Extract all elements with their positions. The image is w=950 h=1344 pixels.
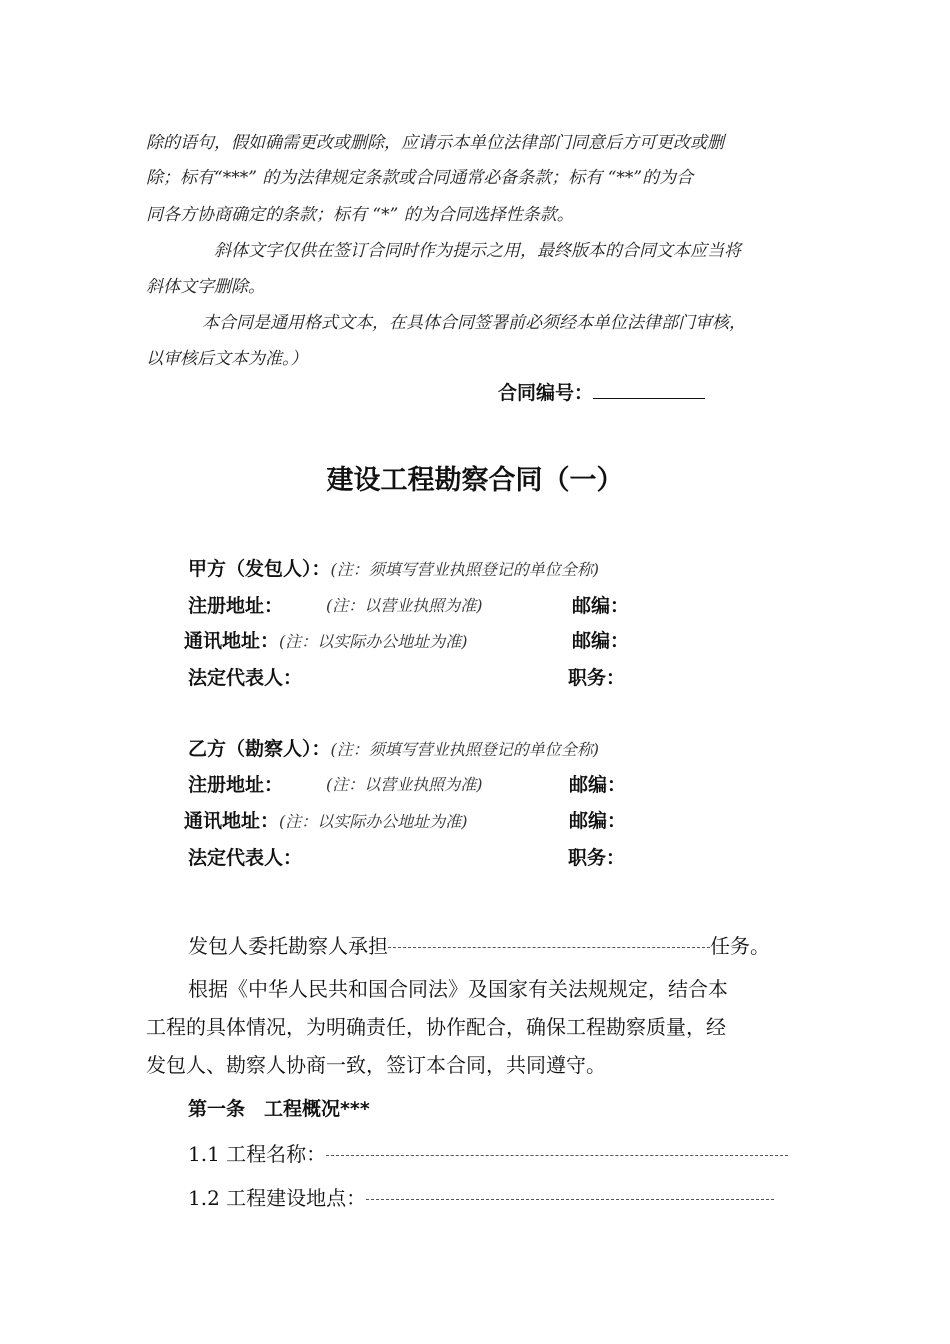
item-1-1-label: 1.1 工程名称：	[188, 1142, 327, 1166]
party-b-reg-zip: 邮编：	[569, 774, 627, 796]
item-1-2-label: 1.2 工程建设地点：	[188, 1186, 367, 1210]
intro-line-2: 除；标有“***” 的为法律规定条款或合同通常必备条款；标有 “**”的为合	[146, 168, 694, 188]
para-line-3: 发包人、勘察人协商一致，签订本合同，共同遵守。	[146, 1053, 606, 1077]
party-b-name-note: (注：须填写营业执照登记的单位全称)	[330, 740, 600, 759]
entrust-line	[188, 930, 770, 959]
entrust-blank[interactable]	[388, 947, 710, 948]
intro-line-6: 本合同是通用格式文本，在具体合同签署前必须经本单位法律部门审核，	[202, 313, 746, 333]
intro-line-3: 同各方协商确定的条款；标有 “*” 的为合同选择性条款。	[146, 205, 574, 225]
entrust-prefix: 发包人委托勘察人承担	[188, 934, 388, 958]
party-b-comm-row	[184, 806, 468, 833]
party-a-reg-label: 注册地址：	[188, 595, 284, 617]
party-b-reg-label: 注册地址：	[188, 774, 284, 796]
party-b-title-label: 职务：	[568, 847, 626, 869]
party-b-name-label: 乙方（勘察人）：	[188, 738, 331, 760]
party-b-comm-label: 通讯地址：	[184, 810, 280, 832]
party-b-rep-label: 法定代表人：	[188, 847, 303, 869]
party-b-reg-note: (注：以营业执照为准)	[326, 775, 483, 794]
intro-line-5: 斜体文字删除。	[146, 277, 265, 297]
party-b-comm-zip: 邮编：	[569, 810, 627, 832]
contract-number-label: 合同编号：	[498, 382, 594, 404]
contract-number-blank[interactable]	[593, 378, 705, 399]
intro-line-7: 以审核后文本为准。）	[146, 349, 308, 369]
article-1-title: 第一条 工程概况***	[188, 1098, 370, 1120]
entrust-suffix: 任务。	[710, 934, 770, 958]
item-1-1	[188, 1138, 788, 1167]
party-a-name-note: (注：须填写营业执照登记的单位全称)	[330, 560, 600, 579]
party-a-name-row	[188, 554, 599, 581]
party-b-comm-note: (注：以实际办公地址为准)	[279, 812, 468, 831]
item-1-1-blank[interactable]	[326, 1155, 788, 1156]
item-1-2-blank[interactable]	[366, 1199, 774, 1200]
party-a-rep-label: 法定代表人：	[188, 667, 303, 689]
party-a-comm-note: (注：以实际办公地址为准)	[279, 632, 468, 651]
intro-line-4: 斜体文字仅供在签订合同时作为提示之用，最终版本的合同文本应当将	[214, 241, 741, 261]
page-title: 建设工程勘察合同（一）	[326, 465, 624, 496]
item-1-2	[188, 1182, 774, 1211]
intro-line-1: 除的语句，假如确需更改或删除，应请示本单位法律部门同意后方可更改或删	[146, 133, 724, 153]
party-a-reg-note: (注：以营业执照为准)	[326, 596, 483, 615]
party-a-comm-row	[184, 626, 468, 653]
party-a-comm-label: 通讯地址：	[184, 630, 280, 652]
para-line-1: 根据《中华人民共和国合同法》及国家有关法规规定，结合本	[188, 977, 728, 1001]
para-line-2: 工程的具体情况，为明确责任，协作配合，确保工程勘察质量，经	[146, 1015, 726, 1039]
party-a-name-label: 甲方（发包人）：	[188, 558, 331, 580]
party-a-comm-zip: 邮编：	[572, 630, 630, 652]
party-b-name-row	[188, 734, 599, 761]
contract-number	[498, 378, 705, 405]
party-a-reg-zip: 邮编：	[572, 595, 630, 617]
party-a-title-label: 职务：	[568, 667, 626, 689]
